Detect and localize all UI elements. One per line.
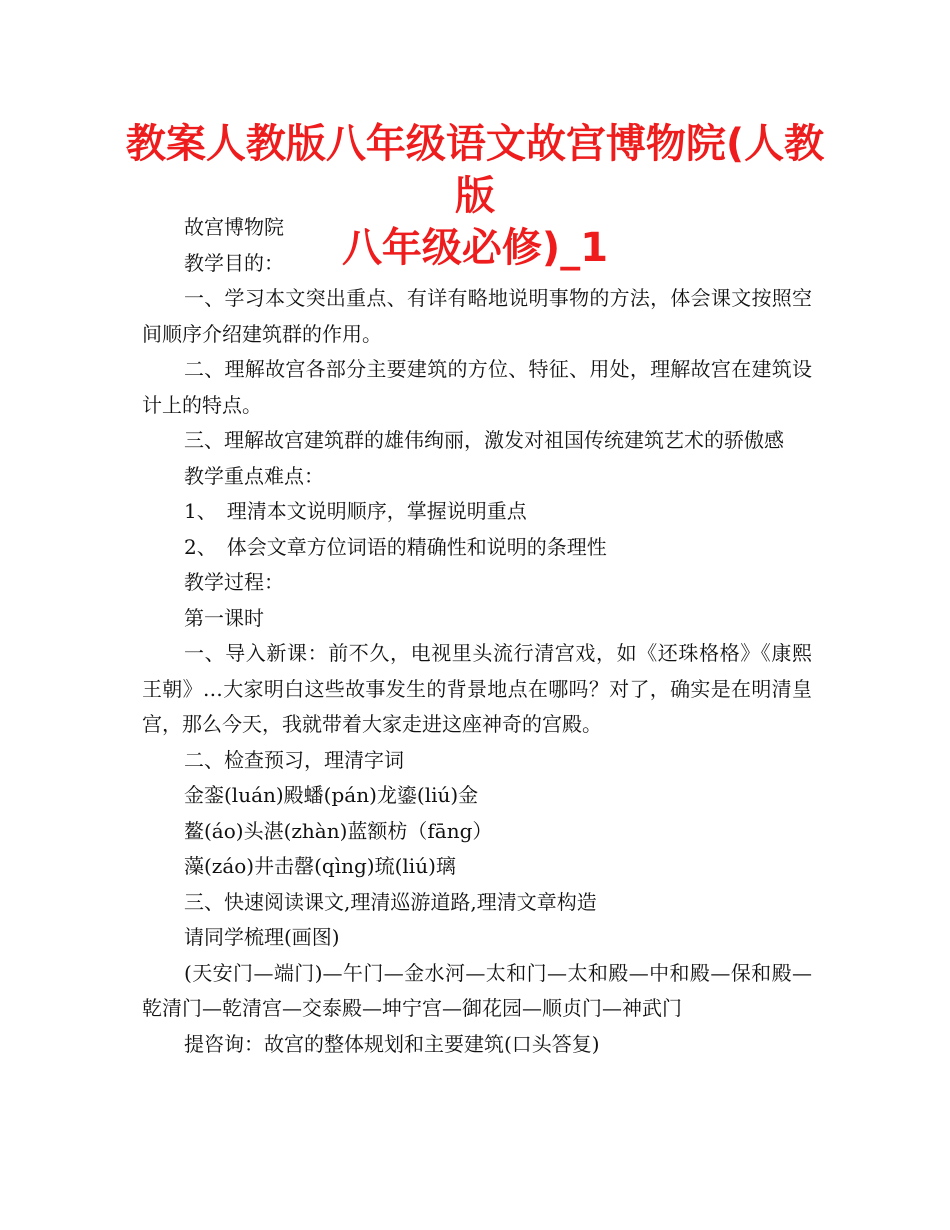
paragraph: 提咨询：故宫的整体规划和主要建筑(口头答复) (184, 1031, 600, 1056)
paragraph: 二、检查预习，理清字词 (184, 747, 404, 772)
paragraph: 金銮(luán)殿蟠(pán)龙鎏(liú)金 (184, 783, 479, 807)
paragraph: 故宫博物院 (184, 215, 284, 239)
paragraph: 藻(záo)井击罄(qìng)琉(liú)璃 (184, 854, 456, 878)
paragraph: 三、快速阅读课文,理清巡游道路,理清文章构造 (184, 889, 597, 914)
paragraph: (天安门—端门)—午门—金水河—太和门—太和殿—中和殿—保和殿—乾清门—乾清宫—交泰殿—坤宁宫—御花园—顺贞门—神武门 (142, 960, 812, 1020)
title-line-1: 教案人教版八年级语文故宫博物院(人教版 (125, 121, 825, 219)
paragraph: 教学目的： (184, 250, 284, 275)
paragraph: 教学重点难点： (184, 463, 324, 488)
paragraph: 一、学习本文突出重点、有详有略地说明事物的方法，体会课文按照空间顺序介绍建筑群的作用。 (142, 286, 812, 346)
paragraph: 第一课时 (184, 605, 264, 630)
paragraph: 二、理解故宫各部分主要建筑的方位、特征、用处，理解故宫在建筑设计上的特点。 (142, 357, 812, 417)
document-body (142, 210, 812, 1062)
paragraph: 2、 体会文章方位词语的精确性和说明的条理性 (184, 534, 607, 559)
paragraph: 教学过程： (184, 570, 284, 594)
paragraph: 请同学梳理(画图) (184, 925, 340, 949)
paragraph: 1、 理清本文说明顺序，掌握说明重点 (184, 499, 527, 523)
paragraph: 鳌(áo)头湛(zhàn)蓝额枋（fāng） (184, 818, 493, 843)
paragraph: 三、理解故宫建筑群的雄伟绚丽，激发对祖国传统建筑艺术的骄傲感 (184, 428, 784, 452)
paragraph: 一、导入新课：前不久，电视里头流行清宫戏，如《还珠格格》《康熙王朝》…大家明白这些故事发生的背景地点在哪吗？对了，确实是在明清皇宫，那么今天，我就带着大家走进这座神奇的宫殿。 (142, 641, 812, 736)
title-line-2: 八年级必修)_1 (341, 225, 609, 271)
